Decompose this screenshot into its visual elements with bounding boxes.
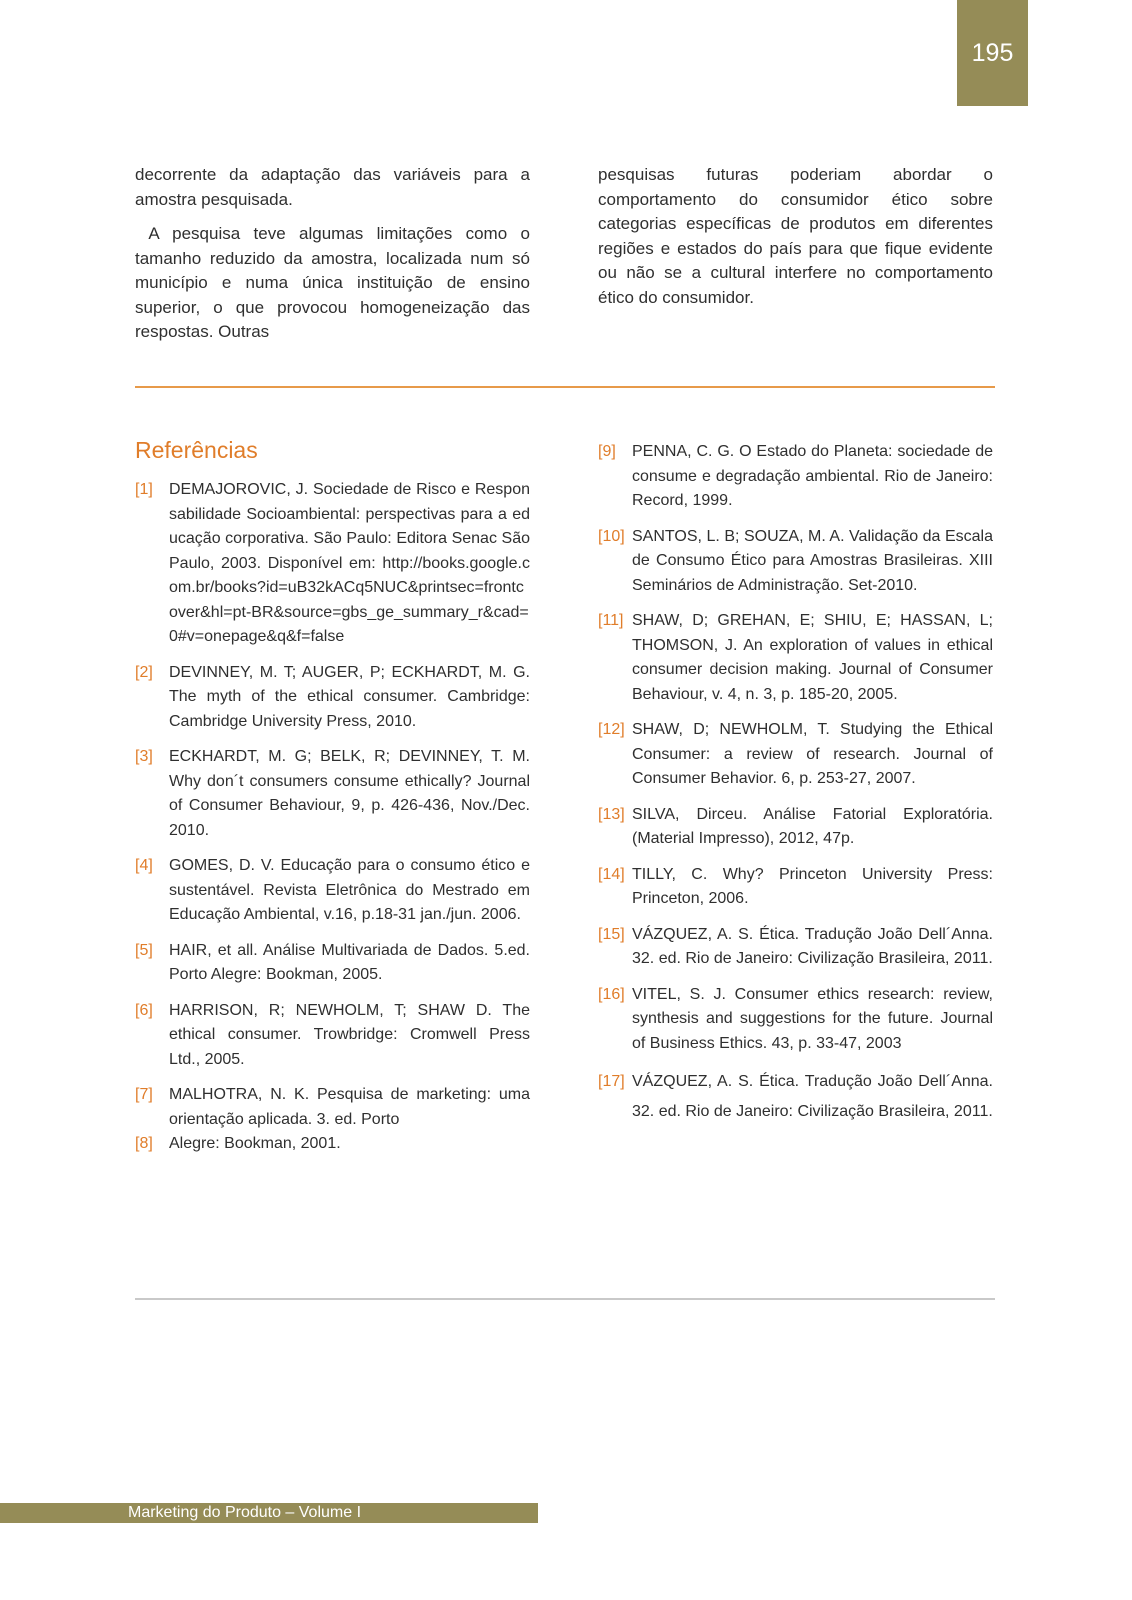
- paragraph: A pesquisa teve algumas limitações como o tamanho reduzido da amostra, localizada num só município e numa única instituição de ensino superior, o que provocou homogeneização das respostas. Outras: [135, 224, 535, 341]
- reference-number: [7]: [135, 1086, 153, 1103]
- reference-text: Alegre: Bookman, 2001.: [169, 1135, 341, 1152]
- reference-item: [598, 440, 993, 514]
- reference-number: [16]: [598, 985, 625, 1003]
- reference-item: [598, 923, 993, 972]
- page-number: 195: [957, 0, 1028, 106]
- body-text-right: [598, 163, 993, 320]
- reference-number: [9]: [598, 443, 616, 460]
- reference-number: [10]: [598, 527, 625, 545]
- reference-text: ECKHARDT, M. G; BELK, R; DEVINNEY, T. M. Why don´t consumers consume ethically? Journal of Consumer Behaviour, 9, p. 426-436, Nov./Dec. 2010.: [169, 748, 530, 839]
- reference-text: SHAW, D; GREHAN, E; SHIU, E; HASSAN, L; THOMSON, J. An exploration of values in ethical consumer decision making. Journal of Consumer Behaviour, v. 4, n. 3, p. 185-20, 2005.: [632, 612, 993, 703]
- references-list-right: [598, 440, 993, 1138]
- reference-text: DEVINNEY, M. T; AUGER, P; ECKHARDT, M. G. The myth of the ethical consumer. Cambridge: Cambridge University Press, 2010.: [169, 663, 530, 730]
- reference-item: [598, 525, 993, 599]
- reference-item: [135, 854, 530, 928]
- reference-item: [135, 1083, 530, 1132]
- body-text-left: [135, 163, 535, 355]
- paragraph: pesquisas futuras poderiam abordar o comportamento do consumidor ético sobre categorias específicas de produtos em diferentes regiões e estados do país para que fique evidente ou não se a cultural interfere no comportamento ético do consumidor.: [598, 165, 993, 307]
- reference-text: HAIR, et all. Análise Multivariada de Dados. 5.ed. Porto Alegre: Bookman, 2005.: [169, 941, 530, 983]
- reference-item: [598, 609, 993, 707]
- reference-number: [5]: [135, 941, 153, 959]
- reference-text: PENNA, C. G. O Estado do Planeta: sociedade de consume e degradação ambiental. Rio de Janeiro: Record, 1999.: [632, 443, 993, 509]
- reference-text: VÁZQUEZ, A. S. Ética. Tradução João Dell´Anna. 32. ed. Rio de Janeiro: Civilização Brasileira, 2011.: [632, 1073, 993, 1120]
- reference-text: SANTOS, L. B; SOUZA, M. A. Validação da Escala de Consumo Ético para Amostras Brasileiras. XIII Seminários de Administração. Set-2010.: [632, 527, 993, 594]
- reference-text: HARRISON, R; NEWHOLM, T; SHAW D. The ethical consumer. Trowbridge: Cromwell Press Ltd., 2005.: [169, 1001, 530, 1068]
- reference-number: [2]: [135, 663, 153, 681]
- paragraph: decorrente da adaptação das variáveis para a amostra pesquisada.: [135, 165, 530, 209]
- reference-text: SHAW, D; NEWHOLM, T. Studying the Ethical Consumer: a review of research. Journal of Consumer Behavior. 6, p. 253-27, 2007.: [632, 721, 993, 787]
- section-divider: [135, 386, 995, 388]
- reference-text: VITEL, S. J. Consumer ethics research: review, synthesis and suggestions for the future. Journal of Business Ethics. 43, p. 33-47, 2003: [632, 985, 993, 1052]
- reference-text: TILLY, C. Why? Princeton University Press: Princeton, 2006.: [632, 865, 993, 907]
- reference-number: [15]: [598, 925, 625, 943]
- footer-title: Marketing do Produto – Volume I: [0, 1503, 538, 1523]
- reference-number: [17]: [598, 1073, 625, 1090]
- reference-number: [8]: [135, 1135, 153, 1152]
- reference-text: DEMAJOROVIC, J. Sociedade de Risco e Responsabilidade Socioambiental: perspectivas para a educação corporativa. São Paulo: Editora Senac São Paulo, 2003. Disponível em: http://books.google.com.br/books?id=uB32kACq5NUC&printsec=frontcover&hl=pt-BR&source=gbs_ge_summary_r&cad=0#v=onepage&q&f=false: [169, 481, 530, 645]
- reference-item: [135, 999, 530, 1073]
- reference-number: [13]: [598, 805, 625, 823]
- reference-item: [135, 1132, 530, 1157]
- reference-text: SILVA, Dirceu. Análise Fatorial Exploratória. (Material Impresso), 2012, 47p.: [632, 805, 993, 847]
- reference-item: [598, 983, 993, 1057]
- reference-text: MALHOTRA, N. K. Pesquisa de marketing: uma orientação aplicada. 3. ed. Porto: [169, 1086, 530, 1128]
- bottom-divider: [135, 1298, 995, 1300]
- reference-item: [135, 478, 530, 650]
- reference-number: [14]: [598, 865, 625, 883]
- reference-number: [1]: [135, 481, 153, 498]
- references-heading: Referências: [135, 437, 258, 463]
- reference-text: VÁZQUEZ, A. S. Ética. Tradução João Dell´Anna. 32. ed. Rio de Janeiro: Civilização Brasileira, 2011.: [632, 925, 993, 967]
- reference-item: [135, 661, 530, 735]
- references-list-left: [135, 478, 530, 1168]
- reference-text: GOMES, D. V. Educação para o consumo ético e sustentável. Revista Eletrônica do Mestrado em Educação Ambiental, v.16, p.18-31 jan./jun. 2006.: [169, 857, 530, 923]
- reference-number: [12]: [598, 721, 625, 738]
- reference-item: [598, 803, 993, 852]
- reference-item: [135, 745, 530, 843]
- reference-item: [598, 1067, 993, 1127]
- reference-item: [598, 718, 993, 792]
- reference-item: [135, 939, 530, 988]
- reference-number: [6]: [135, 1001, 153, 1019]
- reference-item: [598, 863, 993, 912]
- reference-number: [11]: [598, 612, 624, 629]
- reference-number: [3]: [135, 748, 153, 765]
- reference-number: [4]: [135, 857, 153, 874]
